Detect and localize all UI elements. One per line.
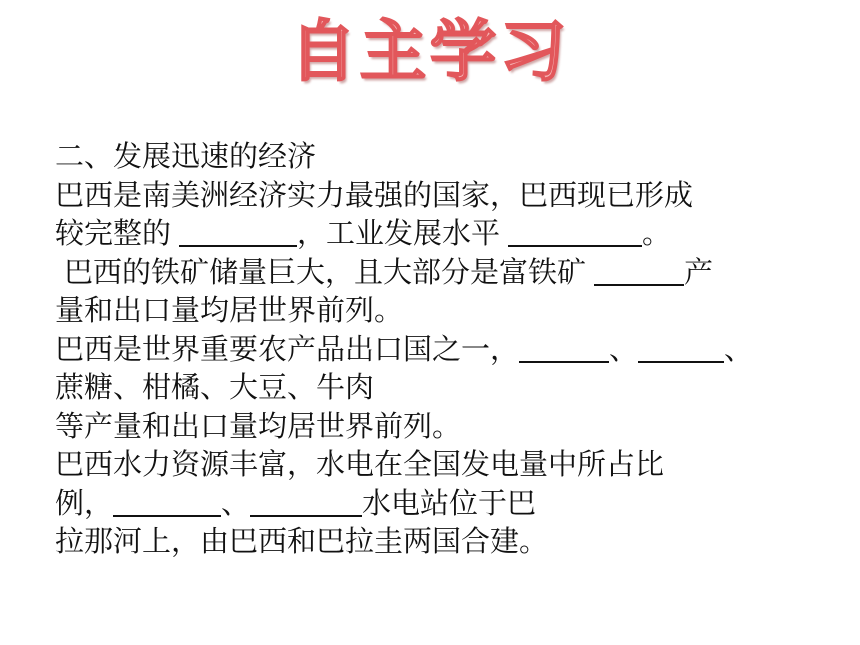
slide-body — [55, 137, 855, 561]
section-heading: 二、发展迅速的经济 — [55, 139, 317, 173]
paragraph-agriculture-line-3: 等产量和出口量均居世界前列。 — [55, 408, 462, 443]
fill-blank[interactable] — [519, 335, 609, 363]
paragraph-iron-line-1 — [55, 253, 855, 292]
fill-blank[interactable] — [508, 219, 642, 247]
text-segment: 水电站位于巴 — [362, 485, 537, 520]
text-segment: 较完整的 — [55, 216, 172, 250]
paragraph-agriculture-line-1 — [55, 330, 855, 369]
text-segment: 、 — [221, 485, 251, 520]
paragraph-hydro-line-3: 拉那河上，由巴西和巴拉圭两国合建。 — [55, 524, 549, 558]
fill-blank[interactable] — [179, 219, 297, 247]
fill-blank[interactable] — [638, 335, 724, 363]
paragraph-iron-line-2: 量和出口量均居世界前列。 — [55, 293, 404, 327]
paragraph-industry-line-1: 巴西是南美洲经济实力最强的国家，巴西现已形成 — [55, 177, 694, 212]
text-segment: 、 — [724, 331, 754, 366]
text-segment: 例， — [55, 485, 114, 520]
paragraph-industry-line-2 — [55, 214, 855, 253]
text-segment: 产 — [684, 254, 714, 289]
paragraph-hydro-line-2 — [55, 484, 855, 523]
paragraph-hydro-line-1: 巴西水力资源丰富，水电在全国发电量中所占比 — [55, 447, 665, 481]
text-segment: ，工业发展水平 — [297, 216, 501, 250]
text-segment: 巴西的铁矿储量巨大，且大部分是富铁矿 — [64, 254, 587, 289]
text-segment: 巴西是世界重要农产品出口国之一， — [55, 331, 520, 366]
paragraph-agriculture-line-2: 蔗糖、柑橘、大豆、牛肉 — [55, 370, 375, 404]
fill-blank[interactable] — [113, 489, 221, 517]
text-segment: 、 — [609, 331, 639, 366]
fill-blank[interactable] — [250, 489, 362, 517]
fill-blank[interactable] — [594, 258, 684, 286]
text-segment: 。 — [642, 216, 672, 250]
slide-title: 自主学习 — [290, 13, 570, 90]
